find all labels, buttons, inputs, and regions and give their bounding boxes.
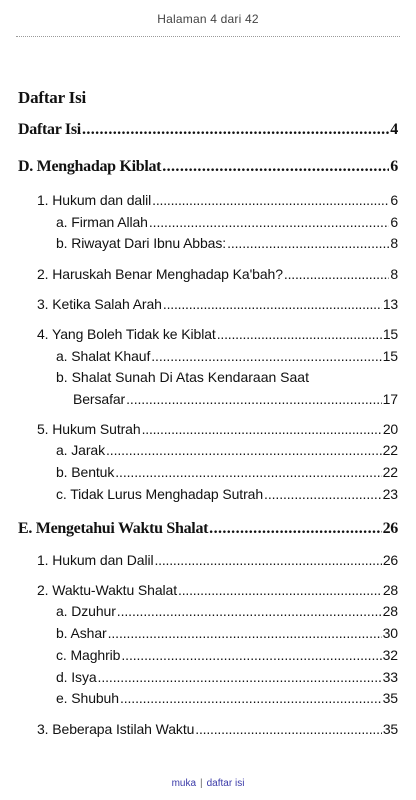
toc-entry-subsection[interactable]: [37, 266, 398, 282]
toc-entry-item[interactable]: [56, 442, 398, 458]
toc-entry-item[interactable]: [56, 625, 398, 641]
toc-entry-item[interactable]: [73, 391, 398, 407]
dot-leader: [154, 552, 381, 568]
toc-entry-item[interactable]: [56, 486, 398, 502]
toc-entry-subsection[interactable]: [37, 582, 398, 598]
toc-entry-subsection[interactable]: [37, 421, 398, 437]
toc-entry-item[interactable]: [56, 690, 398, 706]
toc-entry-label: e. Shubuh: [56, 690, 119, 706]
dot-leader: [162, 158, 389, 176]
toc-entry-page: 4: [390, 121, 398, 138]
toc-entry-label: 2. Waktu-Waktu Shalat: [37, 582, 178, 598]
toc-entry-label: a. Jarak: [56, 442, 105, 458]
toc-entry-page: 15: [382, 348, 398, 364]
toc-entry-page: 6: [390, 158, 398, 175]
toc-entry-item[interactable]: [56, 603, 398, 619]
toc-entry-label: d. Isya: [56, 669, 97, 685]
toc-entry-item[interactable]: [56, 348, 398, 364]
toc-entry-subsection[interactable]: [37, 326, 398, 342]
toc-entry-page: 35: [382, 690, 398, 706]
dot-leader: [121, 647, 381, 663]
toc-entry-label: 3. Beberapa Istilah Waktu: [37, 721, 195, 737]
toc-entry-label-line1[interactable]: b. Shalat Sunah Di Atas Kendaraan Saat: [56, 369, 309, 385]
toc-entry-subsection[interactable]: [37, 296, 398, 312]
footer-separator: |: [200, 778, 203, 789]
dot-leader: [195, 721, 382, 737]
toc-entry-item[interactable]: [56, 647, 398, 663]
dot-leader: [108, 625, 382, 641]
dot-leader: [217, 326, 382, 342]
toc-entry-subsection[interactable]: [37, 721, 398, 737]
toc-entry-label: b. Ashar: [56, 625, 107, 641]
dot-leader: [149, 214, 389, 230]
dot-leader: [142, 421, 382, 437]
toc-entry-subsection[interactable]: [37, 552, 398, 568]
toc-entry-page: 32: [382, 647, 398, 663]
toc-entry-label: a. Dzuhur: [56, 603, 116, 619]
dot-leader: [82, 121, 389, 139]
toc-entry-label: 1. Hukum dan dalil: [37, 192, 152, 208]
dot-leader: [163, 296, 382, 312]
toc-entry-page: 23: [382, 486, 398, 502]
toc-entry-page: 35: [382, 721, 398, 737]
toc-entry-label: c. Maghrib: [56, 647, 121, 663]
toc-entry-page: 17: [382, 391, 398, 407]
dot-leader: [209, 520, 381, 538]
toc-entry-label: 1. Hukum dan Dalil: [37, 552, 154, 568]
toc-entry-label: Daftar Isi: [18, 121, 81, 138]
toc-entry-label: a. Firman Allah: [56, 214, 148, 230]
toc-entry-page: 26: [382, 520, 398, 537]
toc-entry-subsection[interactable]: [37, 192, 398, 208]
toc-entry-label: b. Riwayat Dari Ibnu Abbas:: [56, 235, 227, 251]
toc-entry-item[interactable]: [56, 235, 398, 251]
toc-entry-label: D. Menghadap Kiblat: [18, 158, 162, 175]
toc-entry-page: 28: [382, 603, 398, 619]
page-indicator: Halaman 4 dari 42: [157, 12, 259, 26]
toc-entry-label: 2. Haruskah Benar Menghadap Ka'bah?: [37, 266, 283, 282]
dot-leader: [120, 690, 382, 706]
toc-entry-page: 22: [382, 442, 398, 458]
toc-entry-section-d[interactable]: [18, 158, 398, 176]
toc-entry-page: 6: [390, 192, 398, 208]
header-divider: [16, 36, 400, 37]
dot-leader: [126, 391, 382, 407]
dot-leader: [152, 192, 389, 208]
toc-entry-page: 15: [382, 326, 398, 342]
dot-leader: [178, 582, 382, 598]
toc-entry-label: 3. Ketika Salah Arah: [37, 296, 162, 312]
dot-leader: [264, 486, 382, 502]
toc-entry-label: E. Mengetahui Waktu Shalat: [18, 520, 209, 537]
toc-entry-page: 33: [382, 669, 398, 685]
toc-entry-page: 8: [390, 235, 398, 251]
toc-link[interactable]: daftar isi: [206, 778, 245, 789]
footer-nav: [0, 778, 416, 789]
toc-entry-page: 28: [382, 582, 398, 598]
toc-entry-page: 8: [390, 266, 398, 282]
toc-entry-label: 5. Hukum Sutrah: [37, 421, 141, 437]
toc-entry-label: b. Bentuk: [56, 464, 115, 480]
toc-entry-item[interactable]: [56, 214, 398, 230]
toc-entry-label: 4. Yang Boleh Tidak ke Kiblat: [37, 326, 216, 342]
dot-leader: [227, 235, 389, 251]
toc-entry-item[interactable]: [56, 669, 398, 685]
dot-leader: [284, 266, 390, 282]
dot-leader: [117, 603, 382, 619]
toc-entry-label: Bersafar: [73, 391, 126, 407]
home-link[interactable]: muka: [171, 778, 197, 789]
toc-entry-page: 30: [382, 625, 398, 641]
toc-heading: Daftar Isi: [18, 88, 87, 107]
toc-entry-page: 22: [382, 464, 398, 480]
toc-entry-label: a. Shalat Khauf: [56, 348, 151, 364]
dot-leader: [106, 442, 382, 458]
dot-leader: [115, 464, 381, 480]
toc-entry-page: 13: [382, 296, 398, 312]
toc-entry-daftar-isi[interactable]: [18, 121, 398, 139]
dot-leader: [98, 669, 382, 685]
toc-entry-item[interactable]: [56, 464, 398, 480]
toc-entry-section-e[interactable]: [18, 520, 398, 538]
toc-entry-page: 20: [382, 421, 398, 437]
toc-entry-page: 26: [382, 552, 398, 568]
dot-leader: [151, 348, 381, 364]
toc-entry-label: c. Tidak Lurus Menghadap Sutrah: [56, 486, 264, 502]
toc-entry-page: 6: [390, 214, 398, 230]
